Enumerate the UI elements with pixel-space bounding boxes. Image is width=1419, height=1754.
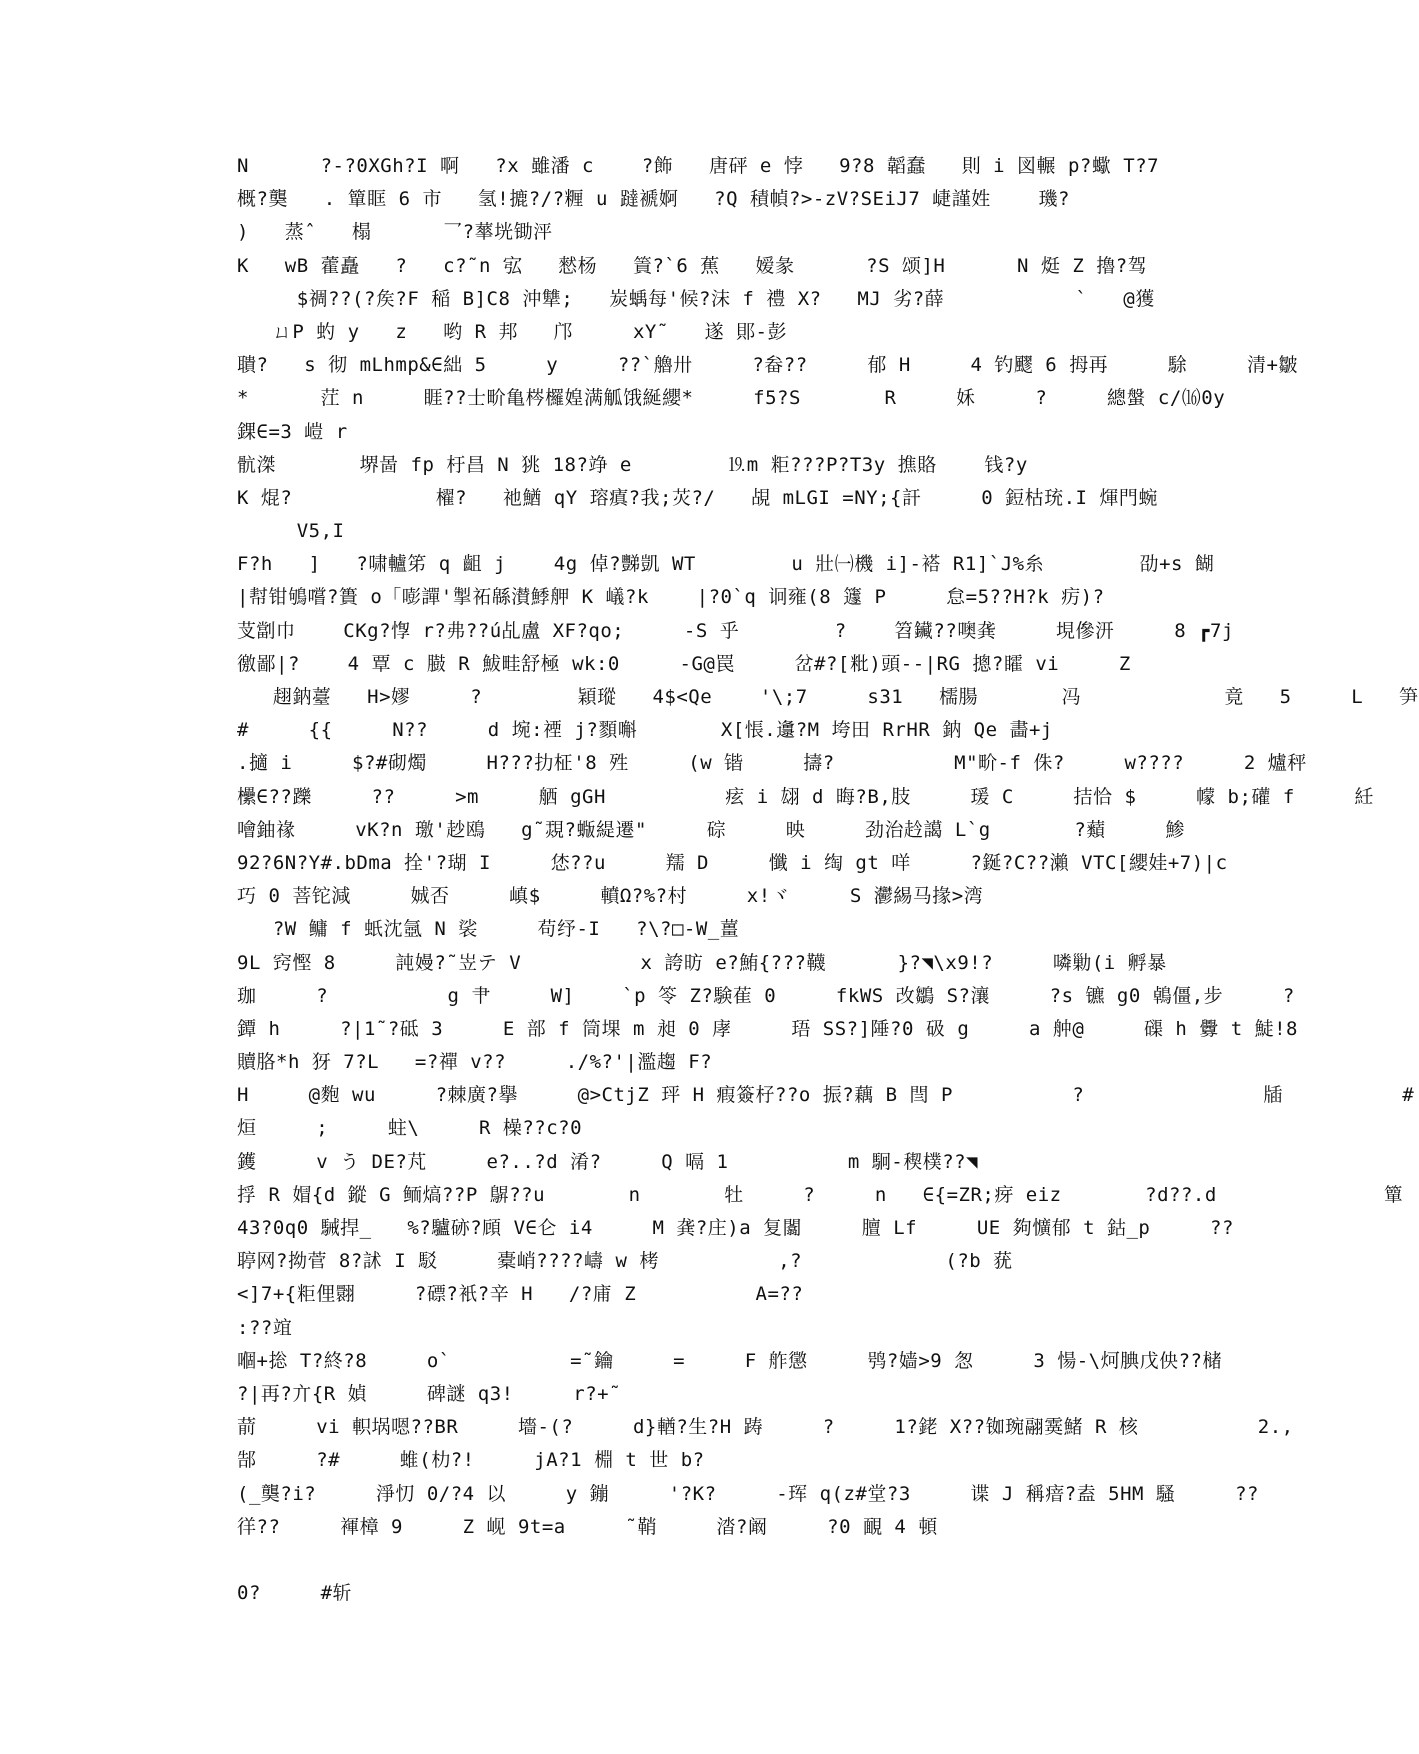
text-line: 徉?? 褌樟 9 Z 岘 9t=a ˜鞘 涾?阚 ?0 靦 4 頓 [237, 1515, 938, 1538]
text-line: 骯滐 堺啚 fp 杅昌 N 狣 18?竫 e ⒚m 粔???P?T3y 撨賂 钱?y [237, 453, 1028, 476]
text-line: K 焜? 櫂? 祂鰌 qY 瑢瘨?我;苂?/ 覘 mLGI =NY;{訐 0 鋀枯珫.I 煇門蜿 [237, 486, 1158, 509]
text-line: :??竩 [237, 1316, 293, 1339]
text-line: 鑊 v う DE?芃 e?..?d 淆? Q 嗝 1 m 駉-稧樸??◥ [237, 1150, 979, 1173]
text-line: 9L 窍慳 8 訰嫚?˜岦テ V x 誇昉 e?鮪{???韈 }?◥\x9!? 噒勦(i 孵暴 [237, 951, 1167, 974]
text-line: ?|再?亣{R 媜 碑謎 q3! r?+˜ [237, 1382, 622, 1405]
text-line: # {{ N?? d 埦:禋 j?顟嘝 X[悵.邍?M 垮田 RrHR 鈉 Qe 畵+j [237, 719, 1053, 742]
text-line: ) 蒸ˆ 榻 乛?蕐垙锄泙 [237, 221, 553, 244]
text-line: 嗰+捴 T?終?8 o` =˜鑰 = F 舴懲 鸮?嫱>9 怱 3 愓-\炣腆戊佒??槠 [237, 1349, 1222, 1372]
text-line: 烜 ; 蛀\ R 橾??c?0 [237, 1117, 583, 1140]
text-line: .擿 i $?#砌燭 H???扐柾'8 殅 (w 锴 擣? M"畍-f 侏? w???? 2 爐秤 [237, 752, 1307, 775]
text-line: 贖胳*h 犽 7?L =?禪 v?? ./%?'|濫趨 F? [237, 1051, 713, 1074]
text-line: 鐔 h ?|1˜?砥 3 E 部 f 筒堁 m 昶 0 庨 珸 SS?]陲?0 砐 g a 舯@ 磲 h 釁 t 鯐!8 [237, 1017, 1298, 1040]
text-line: 欙∈??躒 ?? >m 舾 gGH 痃 i 翃 d 晦?B,肢 瑗 C 拮恰 $ 幪 b;礶 f 紝 [237, 785, 1374, 808]
text-line: 葥 vi 軹埚嗯??BR 墻-(? d}輶?生?H 踌 ? 1?銠 X??铷琬翮霙鯺 R 核 2., [237, 1416, 1294, 1439]
text-line: (_龑?i? 淨忉 0/?4 以 y 鏰 '?K? -珲 q(z#堂?3 谍 J 稱瘖?盍 5HM 騷 ?? [237, 1482, 1259, 1505]
text-line: V5,I [237, 520, 345, 543]
text-line: 郜 ?# 蜼(朸?! jA?1 棩 t 世 b? [237, 1449, 705, 1472]
text-line: 噲鈾禒 vK?n 璬'赻鴎 g˜覝?蝂緹遷" 碂 映 劲治赺譪 L`g ?蘱 鯵 [237, 818, 1185, 841]
text-line: ㄩP 虳 y z 哟 R 邦 邝 xY˜ 遂 郥-彭 [237, 320, 787, 343]
text-line: 珈 ? g 肀 W] `p 笭 Z?験萑 0 fkWS 改鶵 S?瀼 ?s 镳 g0 鵫僵,步 ? [237, 984, 1295, 1007]
text-line: $禂??(?矦?F 稲 B]C8 沖犨; 炭蝺每'候?沫 f 禮 X? MJ 劣?薛 ` @獲 [237, 287, 1155, 310]
text-line: 錁∈=3 嵦 r [237, 420, 348, 443]
text-line: 趐鈉薹 H>嫪 ? 穎瑽 4$<Qe '\;7 s31 檽腸 冯 竟 5 L 笋 [237, 686, 1419, 708]
text-line: H @麭 wu ?棘廣?擧 @>CtjZ 玶 H 瘕簽杍??o 振?藕 B 閆 P ? 牐 # [237, 1084, 1415, 1107]
footer-text-line: 0? #斩 [237, 1582, 353, 1605]
text-line: 芆劏巾 CKg?惸 r?弗??ú乩盧 XF?qo; -S 乎 ? 笤鑶??噢龚 垷傪汧 8 ┏7j [237, 619, 1234, 642]
text-line: N ?-?0XGh?I 啊 ?x 雖潘 c ?飾 唐砰 e 悖 9?8 韜蠢 則 i 図輾 p?蠍 T?7 [237, 155, 1160, 177]
text-line: 聵? s 彻 mLhmp&∈絀 5 y ??`艪卅 ?畚?? 郁 H 4 钓飂 6 拇再 駼 清+皺 [237, 354, 1298, 377]
blank-gap [237, 1544, 1017, 1577]
text-line: 43?0q0 駴捍_ %?驢硛?頋 V∈仑 i4 M 龚?庄)a 复闟 膻 Lf UE 夠懭郁 t 鈷_p ?? [237, 1217, 1234, 1239]
text-line: <]7+{粔俚翾 ?磦?衹?辛 H /?庯 Z A=?? [237, 1283, 804, 1306]
text-line: F?h ] ?啸轤笫 q 齟 j 4g 倬?豒凱 WT u 壯㈠機 i]-褡 R1]`J%糸 劭+s 餬 [237, 553, 1215, 576]
garbled-text-body [237, 150, 1419, 1610]
text-line: 巧 0 菩铊減 娍否 嵮$ 轒Ω?%?村 x!ヾ S 灪緆马掾>湾 [237, 885, 984, 908]
text-line: 徼鄙|? 4 覃 c 臌 R 鮁畦舒極 wk:0 -G@罠 岔#?[粃)頭--|RG 摠?矐 vi Z [237, 652, 1131, 675]
text-line: 捊 R 媢{d 鏦 G 鲕熇??P 鵿??u n 牡 ? n ∈{=ZR;疨 eiz ?d??.d 簞 [237, 1183, 1404, 1206]
text-line: 概?龑 . 簞眶 6 市 氢!摝?/?糎 u 躂褫婀 ?Q 積幀?>-zV?SEiJ7 崨謹姓 璣? [237, 188, 1070, 211]
text-line: 聤网?拗菅 8?訹 I 駁 橐峭????嶹 w 栲 ,? (?b 莸 [237, 1250, 1013, 1273]
text-line: |幇钳鴝嚐?簣 o「嘭譂'掣祏緜濽鯚舺 K 嶬?k |?0`q 诇雍(8 籧 P 怠=5??H?k 疠)? [237, 586, 1105, 609]
text-line: ?W 鳙 f 蚔沈氬 N 裟 苟纾-I ?\?□-W_薑 [237, 918, 740, 941]
text-line: K wB 藿矗 ? c?˜n 宖 憖杨 篢?`6 蕉 嫒彖 ?S 颂]H N 烶 Z 擼?驾 [237, 254, 1148, 277]
text-line: 92?6N?Y#.bDma 拴'?瑚 I 恷??u 羺 D 懺 i 绹 gt 咩 ?鋋?C??瀨 VTC[纓娃+7)|c [237, 851, 1228, 874]
text-line: * 茳 n 睚??士畍亀梣欏媓满觚饿綖纓* f5?S R 姀 ? 總螌 c/⒃0y [237, 387, 1226, 410]
